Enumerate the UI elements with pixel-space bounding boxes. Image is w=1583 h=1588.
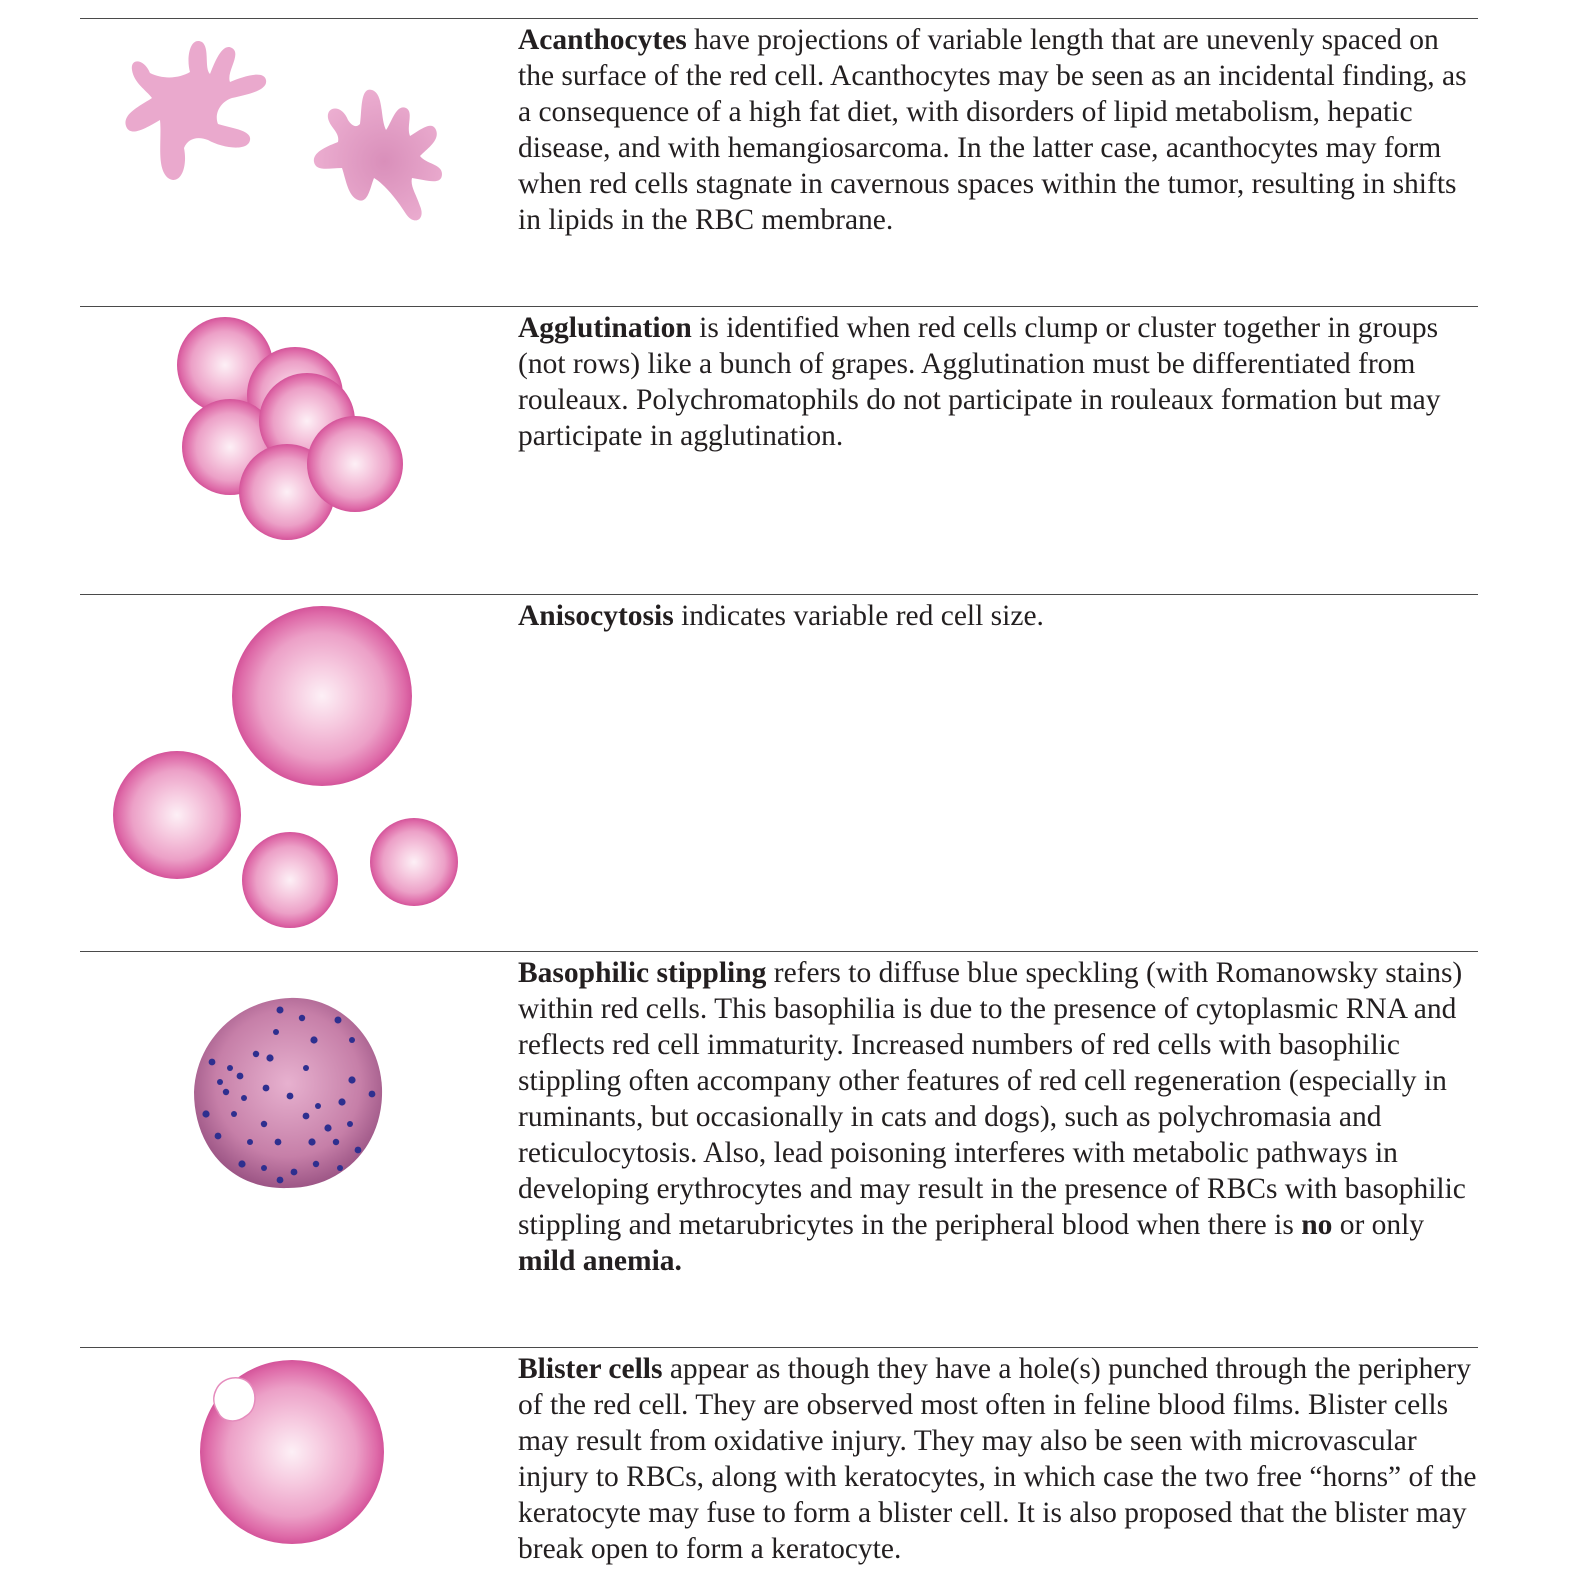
rbc-small [370, 818, 458, 906]
rbc-large [232, 606, 412, 786]
term-acanthocytes: Acanthocytes [518, 24, 687, 56]
blister-cell-illustration [80, 1354, 480, 1554]
divider [80, 594, 1478, 595]
blister-cells-description: Blister cells appear as though they have a hole(s) punched through the periphery of the red cell. They are observed most often in feline blood films. Blister cells may result from oxidative injury. They may also be seen with microvascular injury to RBCs, along with keratocytes, in which case the two free “horns” of the keratocyte may fuse to form a blister cell. It is also proposed that the blister may break open to form a keratocyte. [518, 1353, 1477, 1565]
acanthocytes-illustration [80, 28, 480, 238]
blister-hole [214, 1378, 255, 1421]
term-basophilic-stippling: Basophilic stippling [518, 957, 767, 989]
acanthocytes-description: Acanthocytes have projections of variable length that are unevenly spaced on the surface of the red cell. Acanthocytes may be seen as an incidental finding, as a consequence of a high fat diet, with disorders of lipid metabolism, hepatic disease, and with hemangiosarcoma. In the latter case, acanthocytes may form when red cells stagnate in cavernous spaces within the tumor, resulting in shifts in lipids in the RBC membrane. [518, 24, 1467, 236]
term-blister-cells: Blister cells [518, 1353, 663, 1385]
divider [80, 951, 1478, 952]
rbc-cell [307, 416, 403, 512]
basophilic-stippling-illustration [80, 996, 480, 1196]
acanthocyte-cell [125, 41, 266, 180]
term-anisocytosis: Anisocytosis [518, 600, 674, 632]
term-agglutination: Agglutination [518, 312, 692, 344]
stippled-rbc [194, 998, 382, 1188]
divider [80, 306, 1478, 307]
anisocytosis-description: Anisocytosis indicates variable red cell size. [518, 600, 1044, 632]
basophilic-stippling-description: Basophilic stippling refers to diffuse blue speckling (with Romanowsky stains) within red cells. This basophilia is due to the presence of cytoplasmic RNA and reflects red cell immaturity. Increased numbers of red cells with basophilic stippling often accompany other features of red cell regeneration (especially in ruminants, but occasionally in cats and dogs), such as polychromasia and reticulocytosis. Also, lead poisoning interferes with metabolic pathways in developing erythrocytes and may result in the presence of RBCs with basophilic stippling and metarubricytes in the peripheral blood when there is no or only mild anemia. [518, 957, 1466, 1277]
agglutination-description: Agglutination is identified when red cells clump or cluster together in groups (not rows) like a bunch of grapes. Agglutination must be differentiated from rouleaux. Polychromatophils do not participate in rouleaux formation but may participate in agglutination. [518, 312, 1441, 452]
acanthocyte-cell [314, 90, 442, 221]
divider [80, 18, 1478, 19]
rbc-medium [113, 751, 241, 879]
anisocytosis-illustration [80, 604, 480, 934]
divider [80, 1347, 1478, 1348]
agglutination-illustration [80, 314, 480, 554]
rbc-small [242, 832, 338, 928]
